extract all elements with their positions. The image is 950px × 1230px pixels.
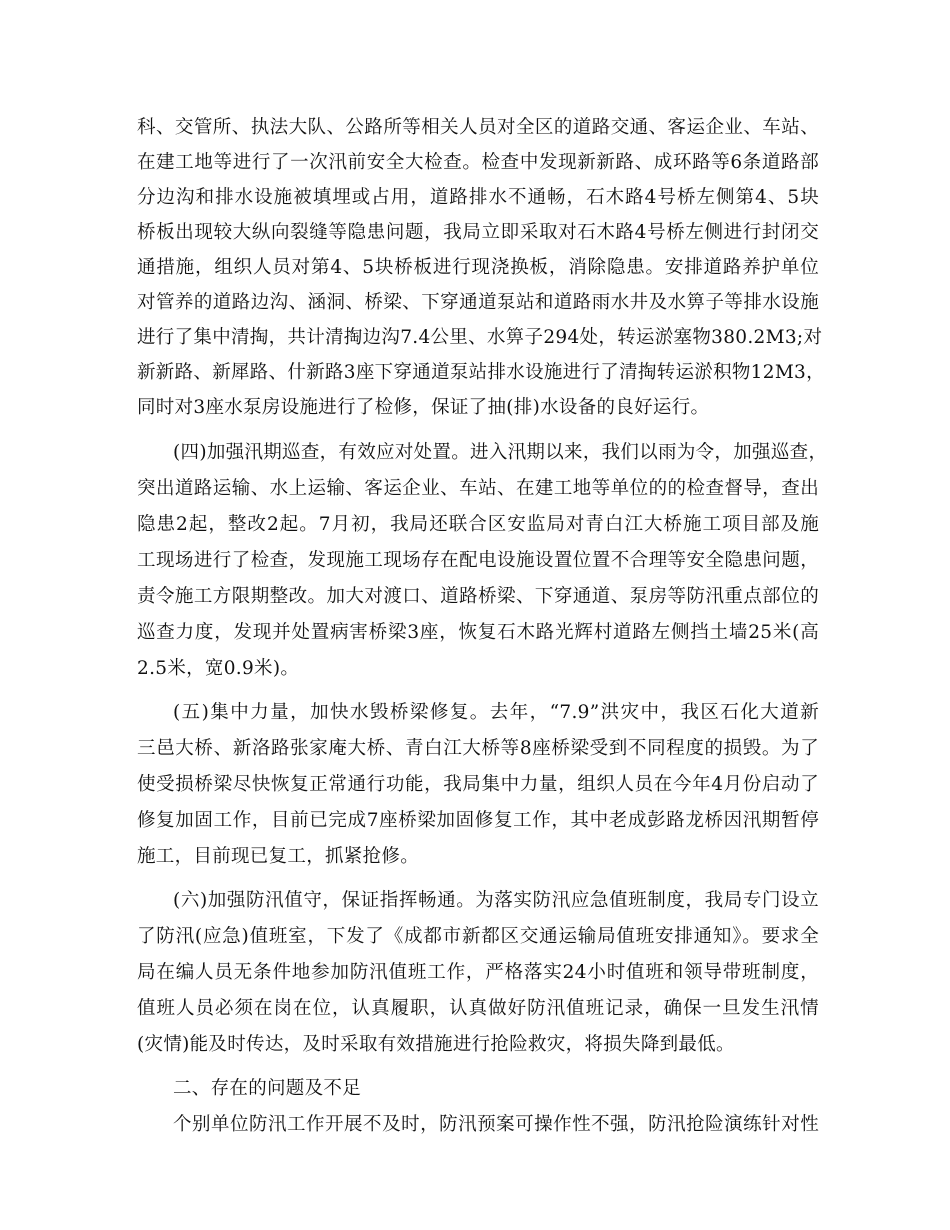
body-text-line: 2.5米，宽0.9米)。 (137, 658, 300, 679)
body-text-line: 科、交管所、执法大队、公路所等相关人员对全区的道路交通、客运企业、车站、 (137, 117, 819, 138)
body-text-line: (灾情)能及时传达，及时采取有效措施进行抢险救灾，将损失降到最低。 (137, 1034, 735, 1055)
body-text-line: 责令施工方限期整改。加大对渡口、道路桥梁、下穿通道、泵房等防汛重点部位的 (137, 586, 819, 607)
body-text-line: 分边沟和排水设施被填埋或占用，道路排水不通畅，石木路4号桥左侧第4、5块 (137, 187, 819, 208)
paragraph-four-first-line: (四)加强汛期巡查，有效应对处置。进入汛期以来，我们以雨为令，加强巡查， (173, 442, 828, 463)
body-text-line: 通措施，组织人员对第4、5块桥板进行现浇换板，消除隐患。安排道路养护单位 (137, 257, 819, 278)
body-text-line: 对管养的道路边沟、涵洞、桥梁、下穿通道泵站和道路雨水井及水箅子等排水设施 (137, 292, 819, 313)
body-text-line: 使受损桥梁尽快恢复正常通行功能，我局集中力量，组织人员在今年4月份启动了 (137, 774, 819, 795)
body-text-line: 桥板出现较大纵向裂缝等隐患问题，我局立即采取对石木路4号桥左侧进行封闭交 (137, 222, 819, 243)
body-text-line: 修复加固工作，目前已完成7座桥梁加固修复工作，其中老成彭路龙桥因汛期暂停 (137, 810, 819, 831)
paragraph-problems-first-line: 个别单位防汛工作开展不及时，防汛预案可操作性不强，防汛抢险演练针对性 (173, 1114, 819, 1135)
body-text-line: 三邑大桥、新洛路张家庵大桥、青白江大桥等8座桥梁受到不同程度的损毁。为了 (137, 738, 819, 759)
body-text-line: 新新路、新犀路、什新路3座下穿通道泵站排水设施进行了清掏转运淤积物12M3， (137, 362, 825, 383)
body-text-line: 在建工地等进行了一次汛前安全大检查。检查中发现新新路、成环路等6条道路部 (137, 152, 819, 173)
body-text-line: 值班人员必须在岗在位，认真履职，认真做好防汛值班记录，确保一旦发生汛情 (137, 998, 819, 1019)
body-text-line: 隐患2起，整改2起。7月初，我局还联合区安监局对青白江大桥施工项目部及施 (137, 514, 819, 535)
body-text-line: 同时对3座水泵房设施进行了检修，保证了抽(排)水设备的良好运行。 (137, 397, 710, 418)
body-text-line: 进行了集中清掏，共计清掏边沟7.4公里、水箅子294处，转运淤塞物380.2M3;对 (137, 327, 823, 348)
section-heading: 二、存在的问题及不足 (173, 1078, 362, 1099)
body-text-line: 突出道路运输、水上运输、客运企业、车站、在建工地等单位的的检查督导，查出 (137, 478, 819, 499)
paragraph-six-first-line: (六)加强防汛值守，保证指挥畅通。为落实防汛应急值班制度，我局专门设立 (173, 890, 819, 911)
body-text-line: 工现场进行了检查，发现施工现场存在配电设施设置位置不合理等安全隐患问题， (137, 550, 819, 571)
paragraph-five-first-line: (五)集中力量，加快水毁桥梁修复。去年，“7.9”洪灾中，我区石化大道新 (173, 702, 819, 723)
body-text-line: 局在编人员无条件地参加防汛值班工作，严格落实24小时值班和领导带班制度， (137, 962, 819, 983)
body-text-line: 巡查力度，发现并处置病害桥梁3座，恢复石木路光辉村道路左侧挡土墙25米(高 (137, 622, 819, 643)
body-text-line: 了防汛(应急)值班室，下发了《成都市新都区交通运输局值班安排通知》。要求全 (137, 926, 819, 947)
body-text-line: 施工，目前现已复工，抓紧抢修。 (137, 846, 420, 867)
